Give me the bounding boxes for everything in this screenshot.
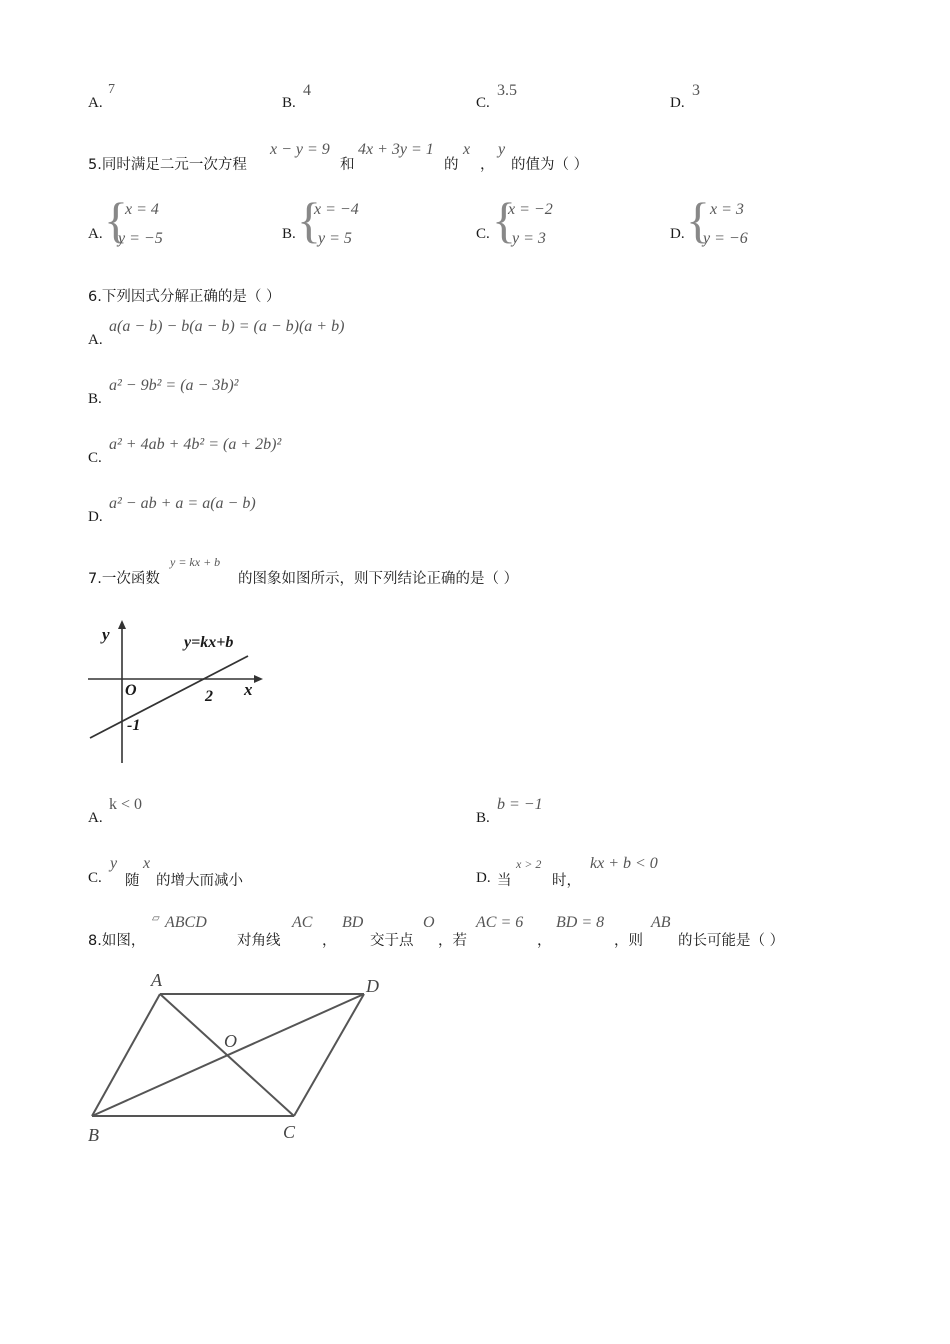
q8-o: O: [423, 914, 435, 931]
q5-option-b-bottom: y = 5: [318, 230, 352, 247]
q5-var-x: x: [463, 141, 471, 158]
q7-option-a-expr: k < 0: [109, 796, 143, 813]
q8-c2: ，: [537, 933, 552, 949]
q5-option-a-bottom: y = −5: [118, 230, 163, 247]
q5-option-c-bottom: y = 3: [512, 230, 546, 247]
q8-ac: AC: [292, 914, 313, 931]
q5-option-b-top: x = −4: [314, 201, 359, 218]
q5-option-d-top: x = 3: [710, 201, 744, 218]
q8-t1: 对角线: [237, 933, 281, 949]
q5-option-d-label: D.: [670, 226, 685, 242]
q6-option-a-label: A.: [88, 332, 103, 348]
q7-y-axis-arrow: [118, 620, 126, 629]
q7-option-d-text1: 当: [497, 873, 512, 889]
q7-graph-x-intercept: 2: [205, 688, 213, 705]
q7-option-a-label: A.: [88, 810, 103, 826]
q8-t3: ，若: [438, 933, 467, 949]
q7-option-d-cond: x > 2: [516, 857, 542, 871]
q8-t4: ，则: [614, 933, 643, 949]
q5-option-d-brace: {: [686, 192, 710, 248]
q7-option-d-text2: 时，: [552, 873, 581, 889]
q4-option-d-label: D.: [670, 95, 685, 111]
q8-ac-eq: AC = 6: [476, 914, 524, 931]
q8-bd-eq: BD = 8: [556, 914, 605, 931]
q6-option-c-expr: a² + 4ab + 4b² = (a + 2b)²: [109, 436, 282, 453]
q8-t2: 交于点: [370, 933, 414, 949]
q8-stem-prefix: 8.如图，: [88, 933, 146, 949]
q5-option-d-bottom: y = −6: [703, 230, 748, 247]
q8-figure-label-b: B: [88, 1125, 99, 1145]
q7-option-c-y: y: [110, 855, 118, 872]
q4-option-c-label: C.: [476, 95, 490, 111]
q8-figure-label-a: A: [151, 970, 162, 990]
q5-stem-prefix: 5.同时满足二元一次方程: [88, 157, 247, 173]
q8-para-symbol: ▱: [152, 913, 160, 924]
q7-graph-y-label: y: [102, 625, 110, 644]
q8-c1: ，: [322, 933, 337, 949]
q7-option-c-x: x: [143, 855, 151, 872]
q7-option-d-label: D.: [476, 870, 491, 886]
q8-para-name: ABCD: [165, 914, 207, 931]
q6-option-d-label: D.: [88, 509, 103, 525]
q4-option-c-value: 3.5: [497, 82, 517, 99]
q5-option-a-top: x = 4: [125, 201, 159, 218]
q8-figure-label-c: C: [283, 1122, 296, 1142]
q7-graph-origin-label: O: [125, 682, 137, 699]
q5-option-a-label: A.: [88, 226, 103, 242]
q4-option-b-value: 4: [303, 82, 311, 99]
q5-option-c-label: C.: [476, 226, 490, 242]
q7-function-line: [90, 656, 248, 738]
q4-option-a-value: 7: [108, 82, 115, 97]
q7-option-c-text2: 的增大而减小: [156, 873, 243, 889]
q7-x-axis-arrow: [254, 675, 263, 683]
q8-ab: AB: [651, 914, 671, 931]
q5-of: 的: [444, 157, 459, 173]
q8-figure-label-d: D: [366, 976, 379, 996]
q5-stem-suffix: 的值为（ ）: [511, 157, 589, 173]
q8-figure: [80, 970, 400, 1150]
q7-func: y = kx + b: [170, 555, 221, 569]
q5-option-b-brace: {: [297, 192, 321, 248]
q4-option-a-label: A.: [88, 95, 103, 111]
q8-t5: 的长可能是（ ）: [678, 933, 785, 949]
q8-side-dc: [294, 994, 364, 1116]
q5-eq1: x − y = 9: [270, 141, 330, 158]
q7-graph: [85, 620, 270, 765]
q8-figure-label-o: O: [224, 1031, 237, 1051]
q7-stem-prefix: 7.一次函数: [88, 571, 160, 587]
q6-stem: 6.下列因式分解正确的是（ ）: [88, 289, 281, 305]
q7-graph-x-label: x: [244, 680, 253, 699]
q5-and: 和: [340, 157, 355, 173]
q8-bd: BD: [342, 914, 364, 931]
q6-option-d-expr: a² − ab + a = a(a − b): [109, 495, 256, 512]
q7-option-c-text1: 随: [125, 873, 140, 889]
q5-option-b-label: B.: [282, 226, 296, 242]
q4-option-b-label: B.: [282, 95, 296, 111]
q4-option-d-value: 3: [692, 82, 700, 99]
q8-diagonal-bd: [92, 994, 364, 1116]
q6-option-b-expr: a² − 9b² = (a − 3b)²: [109, 377, 239, 394]
q5-option-a-brace: {: [104, 192, 128, 248]
q8-side-ba: [92, 994, 160, 1116]
q6-option-a-expr: a(a − b) − b(a − b) = (a − b)(a + b): [109, 318, 345, 335]
q7-option-b-expr: b = −1: [497, 796, 543, 813]
q5-option-c-top: x = −2: [508, 201, 553, 218]
q5-eq2: 4x + 3y = 1: [358, 141, 434, 158]
q7-option-c-label: C.: [88, 870, 102, 886]
q7-option-b-label: B.: [476, 810, 490, 826]
q7-graph-y-intercept: -1: [127, 717, 141, 734]
q5-option-c-brace: {: [492, 192, 516, 248]
q7-graph-line-label: y=kx+b: [184, 634, 234, 651]
q7-stem-suffix: 的图象如图所示，则下列结论正确的是（ ）: [238, 571, 519, 587]
q5-comma: ，: [480, 157, 495, 173]
q7-option-d-expr: kx + b < 0: [590, 855, 658, 872]
q6-option-b-label: B.: [88, 391, 102, 407]
q6-option-c-label: C.: [88, 450, 102, 466]
q5-var-y: y: [498, 141, 506, 158]
